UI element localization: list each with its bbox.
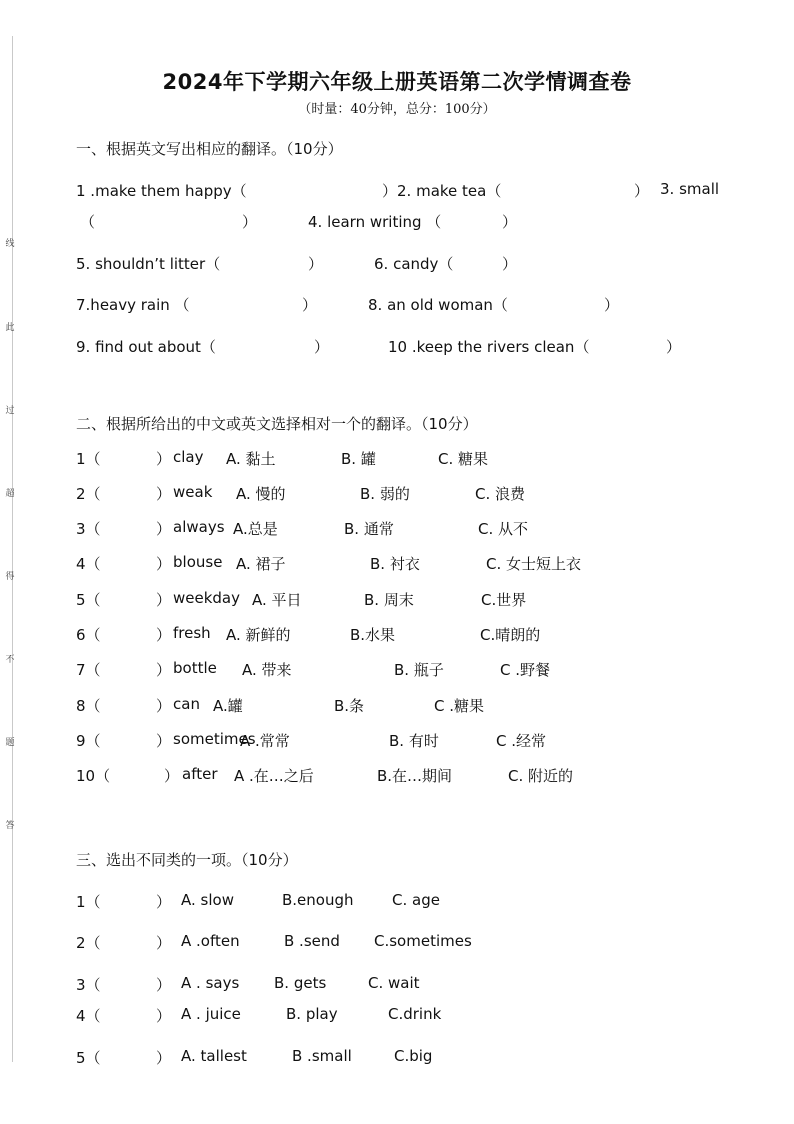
option-c: C .野餐 (500, 661, 551, 679)
question-word: bottle (173, 659, 217, 677)
item-text: 7.heavy rain （ (76, 296, 190, 314)
question-number: 5（ (76, 1049, 101, 1067)
option-c: C. 浪费 (475, 485, 526, 503)
option-c: C .经常 (496, 732, 547, 750)
option-b: B .small (292, 1047, 352, 1065)
option-b: B. 通常 (344, 520, 394, 538)
answer-bracket: ） (156, 976, 172, 994)
question-word: sometimes (173, 730, 256, 748)
question-number: 7（ (76, 661, 101, 679)
binding-margin-char: 此 (5, 323, 15, 333)
binding-margin-char: 题 (5, 738, 15, 748)
item-text: 9. find out about（ (76, 338, 216, 356)
answer-bracket: ） (156, 697, 172, 715)
item-text: 6. candy（ (374, 255, 454, 273)
item-text: ）2. make tea（ (382, 182, 502, 200)
option-a: A. 带来 (242, 661, 292, 679)
exam-subtitle: （时量：40分钟，总分：100分） (298, 102, 496, 117)
item-text: 1 .make them happy（ (76, 182, 247, 200)
item-text: ） (502, 255, 518, 273)
item-text: 5. shouldn’t litter（ (76, 255, 221, 273)
option-b: B. gets (274, 974, 327, 992)
question-word: weekday (173, 589, 241, 607)
item-text: （ (80, 213, 96, 231)
question-word: fresh (173, 624, 211, 642)
answer-bracket: ） (156, 893, 172, 911)
option-b: B.水果 (350, 626, 396, 644)
option-c: C.drink (388, 1005, 442, 1023)
option-a: A.罐 (213, 697, 243, 715)
option-b: B.在…期间 (377, 767, 453, 785)
option-b: B. 弱的 (360, 485, 410, 503)
answer-bracket: ） (156, 520, 172, 538)
option-b: B. play (286, 1005, 338, 1023)
answer-bracket: ） (156, 450, 172, 468)
option-c: C. wait (368, 974, 420, 992)
option-b: B.条 (334, 697, 365, 715)
option-c: C. age (392, 891, 440, 909)
option-b: B.enough (282, 891, 354, 909)
option-c: C. 附近的 (508, 767, 574, 785)
option-c: C. 女士短上衣 (486, 555, 582, 573)
answer-bracket: ） (156, 555, 172, 573)
question-number: 9（ (76, 732, 101, 750)
option-c: C.big (394, 1047, 433, 1065)
question-word: always (173, 518, 225, 536)
question-word: blouse (173, 553, 223, 571)
answer-bracket: ） (156, 934, 172, 952)
question-number: 6（ (76, 626, 101, 644)
question-number: 4（ (76, 555, 101, 573)
item-text: ） (242, 213, 258, 231)
question-number: 8（ (76, 697, 101, 715)
item-text: ） (666, 338, 682, 356)
question-number: 2（ (76, 934, 101, 952)
item-text: ） (604, 296, 620, 314)
binding-margin-char: 答 (5, 821, 15, 831)
option-b: B. 周末 (364, 591, 414, 609)
option-a: A . says (181, 974, 240, 992)
binding-margin-line (12, 36, 13, 1062)
answer-bracket: ） (156, 661, 172, 679)
item-text: ） (308, 255, 324, 273)
question-number: 1（ (76, 450, 101, 468)
option-a: A .常常 (240, 732, 290, 750)
option-c: C. 糖果 (438, 450, 489, 468)
item-text: 3. small (660, 180, 720, 198)
question-number: 3（ (76, 976, 101, 994)
option-a: A.总是 (233, 520, 278, 538)
section3-heading: 三、选出不同类的一项。（10分） (76, 851, 298, 869)
answer-bracket: ） (156, 626, 172, 644)
option-a: A. slow (181, 891, 234, 909)
option-b: B. 有时 (389, 732, 439, 750)
question-number: 5（ (76, 591, 101, 609)
option-a: A .在…之后 (234, 767, 314, 785)
binding-margin-char: 得 (5, 572, 15, 582)
option-a: A . juice (181, 1005, 241, 1023)
answer-bracket: ） (156, 485, 172, 503)
item-text: 4. learn writing （ (308, 213, 442, 231)
option-a: A. 裙子 (236, 555, 286, 573)
answer-bracket: ） (156, 1007, 172, 1025)
question-number: 1（ (76, 893, 101, 911)
binding-margin-char: 线 (5, 239, 15, 249)
option-c: C.世界 (481, 591, 527, 609)
section1-heading: 一、根据英文写出相应的翻译。（10分） (76, 140, 343, 158)
item-text: ） (502, 213, 518, 231)
option-b: B .send (284, 932, 340, 950)
item-text: ） (302, 296, 318, 314)
binding-margin-char: 超 (5, 489, 15, 499)
binding-margin-char: 不 (5, 655, 15, 665)
option-c: C. 从不 (478, 520, 529, 538)
section2-heading: 二、根据所给出的中文或英文选择相对一个的翻译。（10分） (76, 415, 478, 433)
question-number: 2（ (76, 485, 101, 503)
option-c: C.晴朗的 (480, 626, 541, 644)
option-a: A .often (181, 932, 240, 950)
item-text: 8. an old woman（ (368, 296, 508, 314)
option-a: A. 平日 (252, 591, 302, 609)
item-text: 10 .keep the rivers clean（ (388, 338, 590, 356)
question-word: can (173, 695, 200, 713)
question-word: weak (173, 483, 213, 501)
exam-title: 2024年下学期六年级上册英语第二次学情调查卷 (162, 70, 632, 94)
item-text: ） (634, 182, 650, 200)
item-text: ） (314, 338, 330, 356)
option-a: A. 慢的 (236, 485, 286, 503)
question-number: 10（ (76, 767, 111, 785)
answer-bracket: ） (164, 767, 180, 785)
option-a: A. 黏土 (226, 450, 276, 468)
answer-bracket: ） (156, 591, 172, 609)
question-word: after (182, 765, 218, 783)
question-word: clay (173, 448, 204, 466)
option-b: B. 衬衣 (370, 555, 420, 573)
option-c: C.sometimes (374, 932, 472, 950)
option-a: A. tallest (181, 1047, 247, 1065)
option-b: B. 罐 (341, 450, 376, 468)
question-number: 4（ (76, 1007, 101, 1025)
option-c: C .糖果 (434, 697, 485, 715)
answer-bracket: ） (156, 1049, 172, 1067)
binding-margin-char: 过 (5, 406, 15, 416)
option-b: B. 瓶子 (394, 661, 444, 679)
option-a: A. 新鲜的 (226, 626, 291, 644)
answer-bracket: ） (156, 732, 172, 750)
question-number: 3（ (76, 520, 101, 538)
